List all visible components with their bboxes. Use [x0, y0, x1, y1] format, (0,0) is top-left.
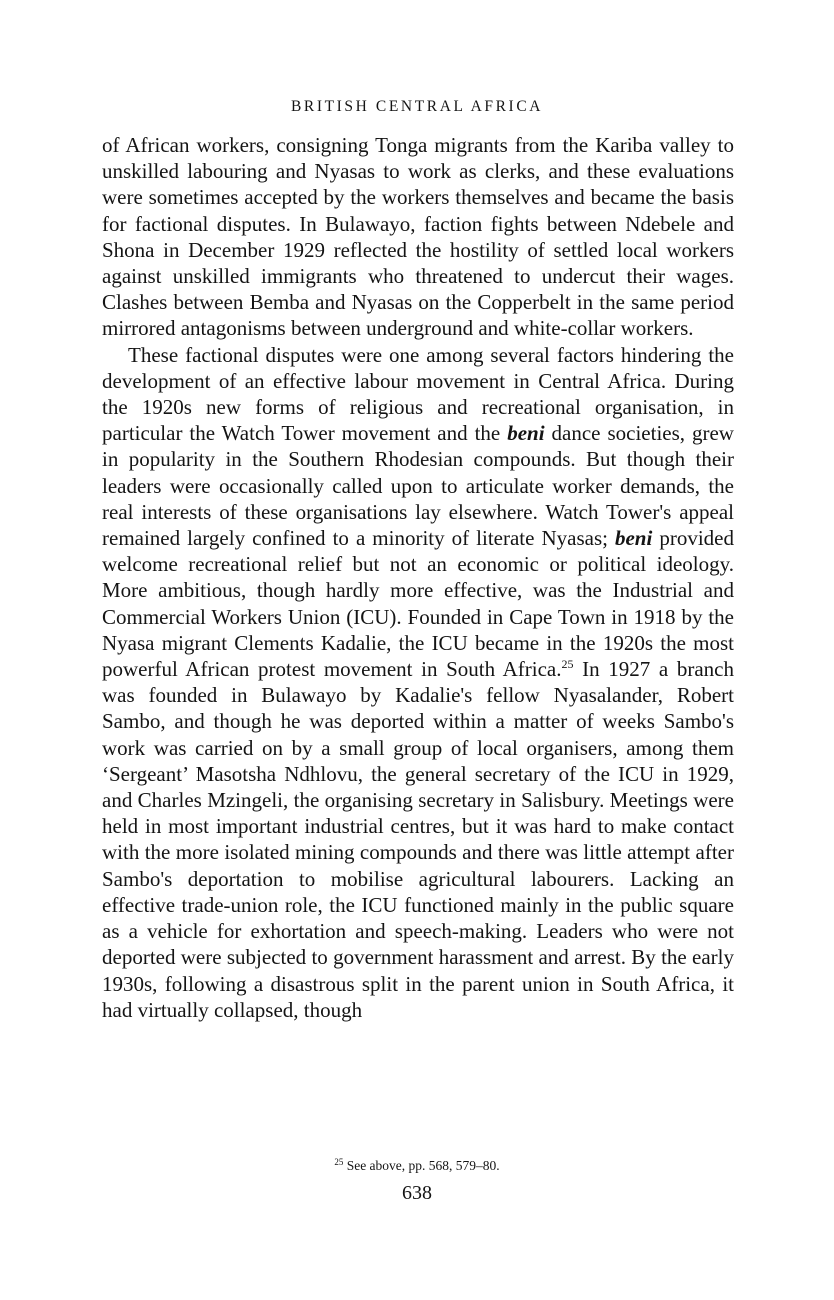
beni-term: beni	[507, 421, 545, 446]
paragraph-2-text-2: dance societies, grew in popularity in the Southern Rhodesian compounds. But though their leaders were occasionally called upon to articulate worker demands, the real interests of these organisations lay elsewhere. Watch Tower's appeal remained largely confined to a minority of literate Nyasas;	[102, 421, 734, 551]
paragraph-2-text-3: provided welcome recreational relief but not an economic or political ideology. More ambitious, though hardly more effective, was the Industrial and Commercial Workers Union (ICU). Founded in Cape Town in 1918 by the Nyasa migrant Clements Kadalie, the ICU became in the 1920s the most powerful African protest movement in South Africa.	[102, 526, 734, 682]
footnote-marker: 25	[334, 1157, 344, 1167]
footnote	[0, 1158, 834, 1174]
paragraph-2-text-4: In 1927 a branch was founded in Bulawayo by Kadalie's fellow Nyasalander, Robert Sambo, and though he was deported within a matter of weeks Sambo's work was carried on by a small group of local organisers, among them ‘Sergeant’ Masotsha Ndhlovu, the general secretary of the ICU in 1929, and Charles Mzingeli, the organising secretary in Salisbury. Meetings were held in most important industrial centres, but it was hard to make contact with the more isolated mining compounds and there was little attempt after Sambo's deportation to mobilise agricultural labourers. Lacking an effective trade-union role, the ICU functioned mainly in the public square as a vehicle for exhortation and speech-making. Leaders who were not deported were subjected to government harassment and arrest. By the early 1930s, following a disastrous split in the parent union in South Africa, it had virtually collapsed, though	[102, 657, 734, 1022]
beni-term: beni	[614, 526, 653, 551]
running-head: BRITISH CENTRAL AFRICA	[290, 98, 544, 115]
page-number: 638	[402, 1182, 432, 1204]
paragraph-2	[102, 342, 734, 1023]
footnote-reference: 25	[561, 657, 574, 672]
body-text	[102, 132, 734, 1023]
paragraph-1: of African workers, consigning Tonga migrants from the Kariba valley to unskilled labouring and Nyasas to work as clerks, and these evaluations were sometimes accepted by the workers themselves and became the basis for factional disputes. In Bulawayo, faction fights between Ndebele and Shona in December 1929 reflected the hostility of settled local workers against unskilled immigrants who threatened to undercut their wages. Clashes between Bemba and Nyasas on the Copperbelt in the same period mirrored antagonisms between underground and white-collar workers.	[102, 133, 734, 341]
footnote-text: See above, pp. 568, 579–80.	[343, 1158, 500, 1173]
paragraph-2-text-1: These factional disputes were one among several factors hindering the development of an effective labour movement in Central Africa. During the 1920s new forms of religious and recreational organisation, in particular the Watch Tower movement and the	[102, 342, 734, 446]
